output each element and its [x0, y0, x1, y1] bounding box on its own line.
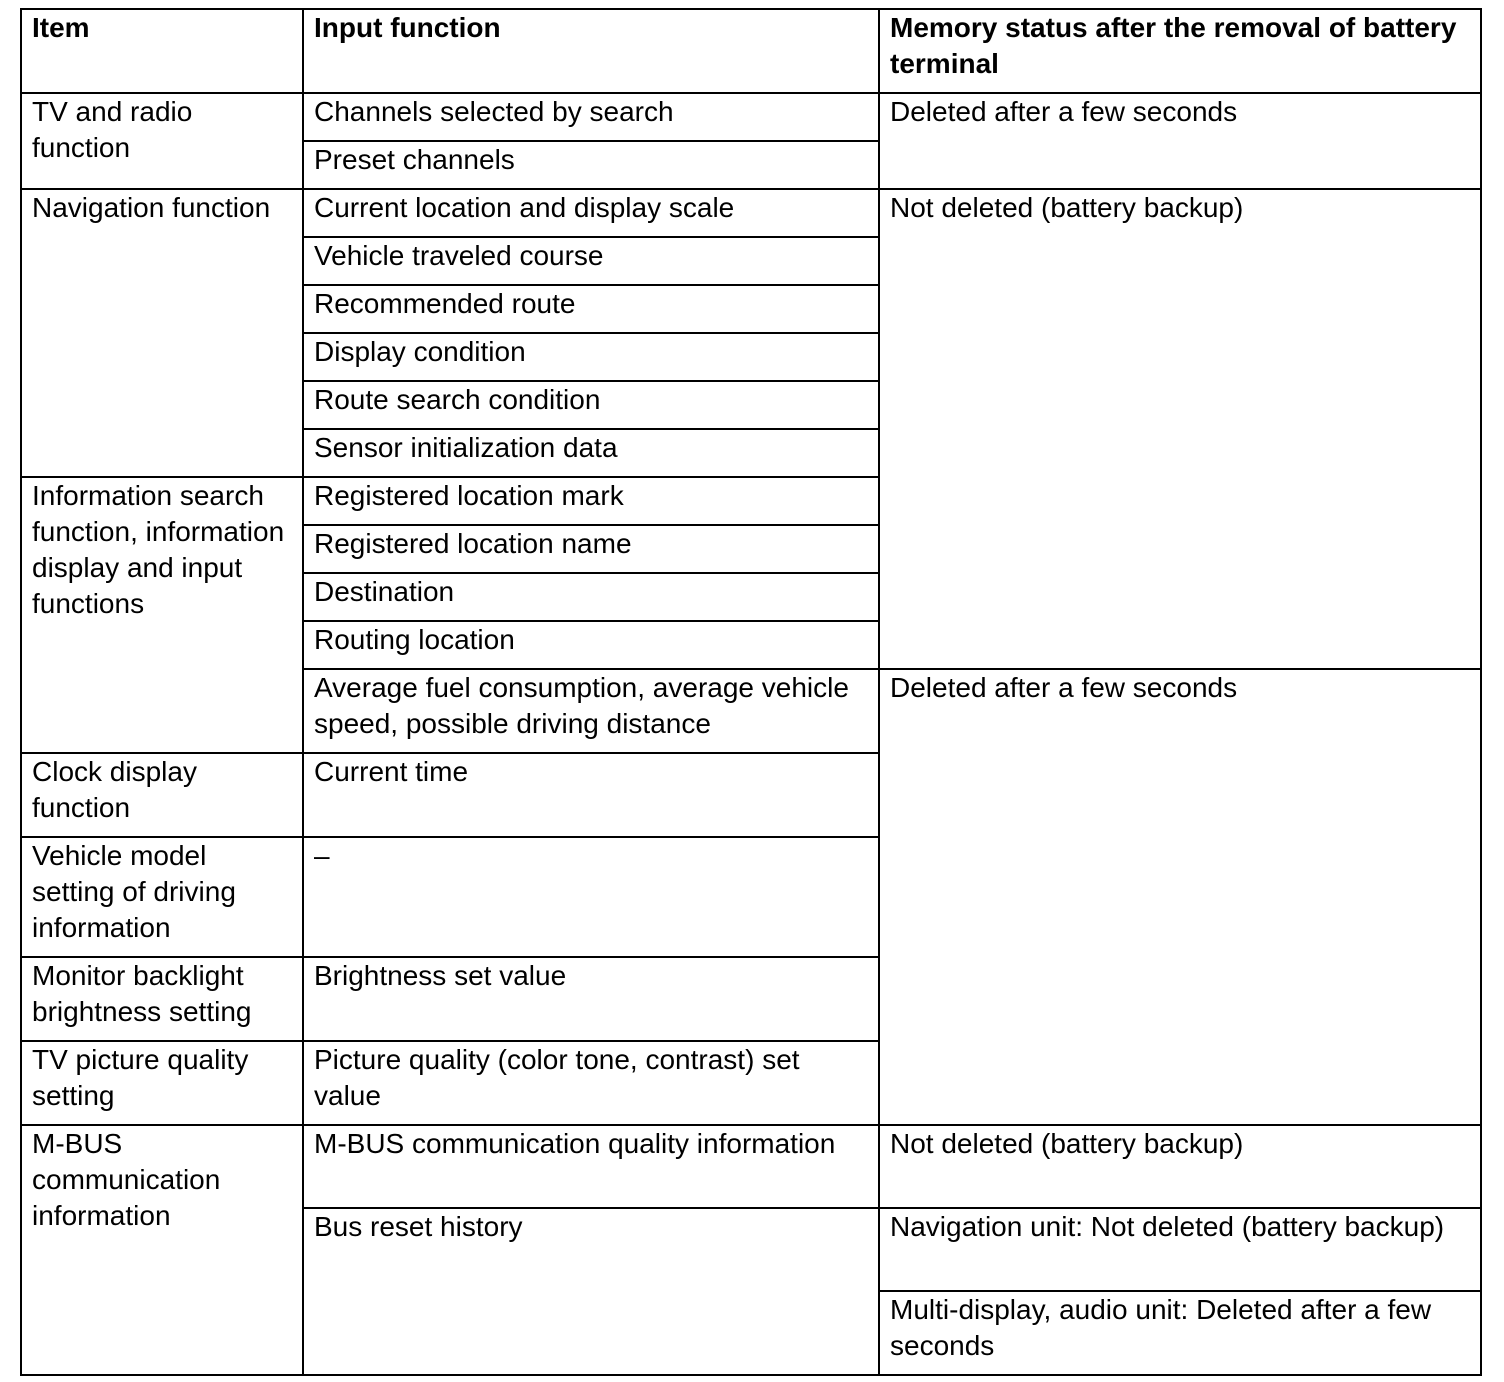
input-cell: Current time — [303, 753, 879, 837]
input-cell: M-BUS communication quality information — [303, 1125, 879, 1208]
input-cell: Registered location name — [303, 525, 879, 573]
status-cell: Not deleted (battery backup) — [879, 1125, 1481, 1208]
item-cell: Navigation function — [21, 189, 303, 477]
memory-status-table — [20, 8, 1482, 1376]
input-cell: Route search condition — [303, 381, 879, 429]
item-cell: TV picture quality setting — [21, 1041, 303, 1125]
input-cell: Sensor initialization data — [303, 429, 879, 477]
input-cell: Bus reset history — [303, 1208, 879, 1375]
input-cell: Recommended route — [303, 285, 879, 333]
input-cell: Routing location — [303, 621, 879, 669]
input-cell: Brightness set value — [303, 957, 879, 1041]
status-cell: Multi-display, audio unit: Deleted after a few seconds — [879, 1291, 1481, 1375]
table-row — [21, 93, 1481, 141]
input-cell: Registered location mark — [303, 477, 879, 525]
item-cell: Vehicle model setting of driving information — [21, 837, 303, 957]
input-cell: Average fuel consumption, average vehicle speed, possible driving distance — [303, 669, 879, 753]
input-cell: Vehicle traveled course — [303, 237, 879, 285]
table-row — [21, 189, 1481, 237]
item-cell: Monitor backlight brightness setting — [21, 957, 303, 1041]
header-item: Item — [21, 9, 303, 93]
table-row — [21, 1125, 1481, 1208]
status-cell: Navigation unit: Not deleted (battery backup) — [879, 1208, 1481, 1291]
input-cell: Channels selected by search — [303, 93, 879, 141]
input-cell: Current location and display scale — [303, 189, 879, 237]
input-cell: Destination — [303, 573, 879, 621]
header-input-function: Input function — [303, 9, 879, 93]
item-cell: M-BUS communication information — [21, 1125, 303, 1375]
input-cell: Display condition — [303, 333, 879, 381]
item-cell: Information search function, information display and input functions — [21, 477, 303, 753]
input-cell: – — [303, 837, 879, 957]
input-cell: Preset channels — [303, 141, 879, 189]
item-cell: Clock display function — [21, 753, 303, 837]
item-cell: TV and radio function — [21, 93, 303, 189]
header-row — [21, 9, 1481, 93]
status-cell: Deleted after a few seconds — [879, 93, 1481, 189]
status-cell: Deleted after a few seconds — [879, 669, 1481, 1125]
input-cell: Picture quality (color tone, contrast) set value — [303, 1041, 879, 1125]
header-memory-status: Memory status after the removal of battery terminal — [879, 9, 1481, 93]
status-cell: Not deleted (battery backup) — [879, 189, 1481, 669]
